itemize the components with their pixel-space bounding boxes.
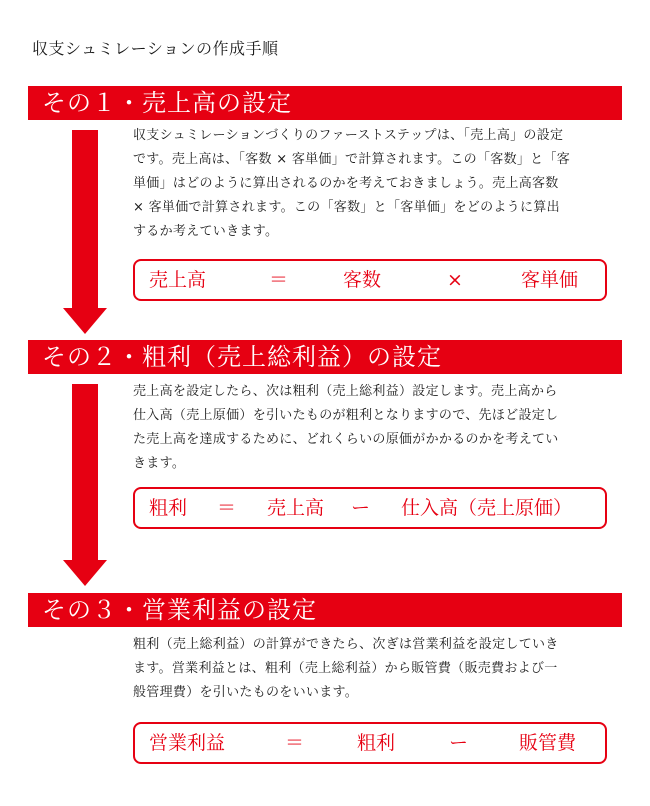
minus-sign: ー xyxy=(351,497,371,519)
page-title: 収支シュミレーションの作成手順 xyxy=(32,39,279,58)
text-line: 仕入高（売上原価）を引いたものが粗利となりますので、先ほど設定し xyxy=(133,408,559,423)
step-1-heading: その１・売上高の設定 xyxy=(28,86,622,120)
text-line: です。売上高は、「客数 × 客単価」で計算されます。この「客数」と「客 xyxy=(133,152,571,167)
step-2-description xyxy=(133,380,611,476)
text-line: 単価」はどのように算出されるのかを考えておきましょう。売上高客数 xyxy=(133,176,559,191)
text-line: た売上高を達成するために、どれくらいの原価がかかるのかを考えてい xyxy=(133,432,559,447)
text-line: するか考えていきます。 xyxy=(133,224,279,239)
equals-sign: ＝ xyxy=(285,732,305,754)
text-line: きます。 xyxy=(133,456,186,471)
text-line: × 客単価で計算されます。この「客数」と「客単価」をどのように算出 xyxy=(133,200,560,215)
formula-term: 仕入高（売上原価） xyxy=(401,497,573,519)
arrow-down-icon xyxy=(63,308,107,334)
formula-term: 売上高 xyxy=(267,497,325,519)
text-line: 般管理費）を引いたものをいいます。 xyxy=(133,685,359,700)
step-3-description xyxy=(133,633,611,705)
formula-term: 粗利 xyxy=(149,497,188,519)
flow-arrow-2 xyxy=(72,384,98,560)
arrow-down-icon xyxy=(63,560,107,586)
flow-arrow-1 xyxy=(72,130,98,308)
formula-term: 客単価 xyxy=(521,269,579,291)
step-3-formula xyxy=(133,722,607,764)
formula-term: 客数 xyxy=(343,269,382,291)
text-line: 売上高を設定したら、次は粗利（売上総利益）設定します。売上高から xyxy=(133,384,558,399)
text-line: ます。営業利益とは、粗利（売上総利益）から販管費（販売費および一 xyxy=(133,661,558,676)
step-2-heading: その２・粗利（売上総利益）の設定 xyxy=(28,340,622,374)
text-line: 収支シュミレーションづくりのファーストステップは、「売上高」の設定 xyxy=(133,128,564,143)
formula-term: 営業利益 xyxy=(149,732,226,754)
equals-sign: ＝ xyxy=(217,497,237,519)
step-3-heading: その３・営業利益の設定 xyxy=(28,593,622,627)
text-line: 粗利（売上総利益）の計算ができたら、次ぎは営業利益を設定していき xyxy=(133,637,559,652)
formula-term: 売上高 xyxy=(149,269,207,291)
step-2-formula xyxy=(133,487,607,529)
step-1-formula xyxy=(133,259,607,301)
step-1-description xyxy=(133,124,611,244)
formula-term: 販管費 xyxy=(519,732,577,754)
minus-sign: ー xyxy=(449,732,469,754)
times-sign: × xyxy=(447,269,463,291)
formula-term: 粗利 xyxy=(357,732,396,754)
equals-sign: ＝ xyxy=(269,269,289,291)
